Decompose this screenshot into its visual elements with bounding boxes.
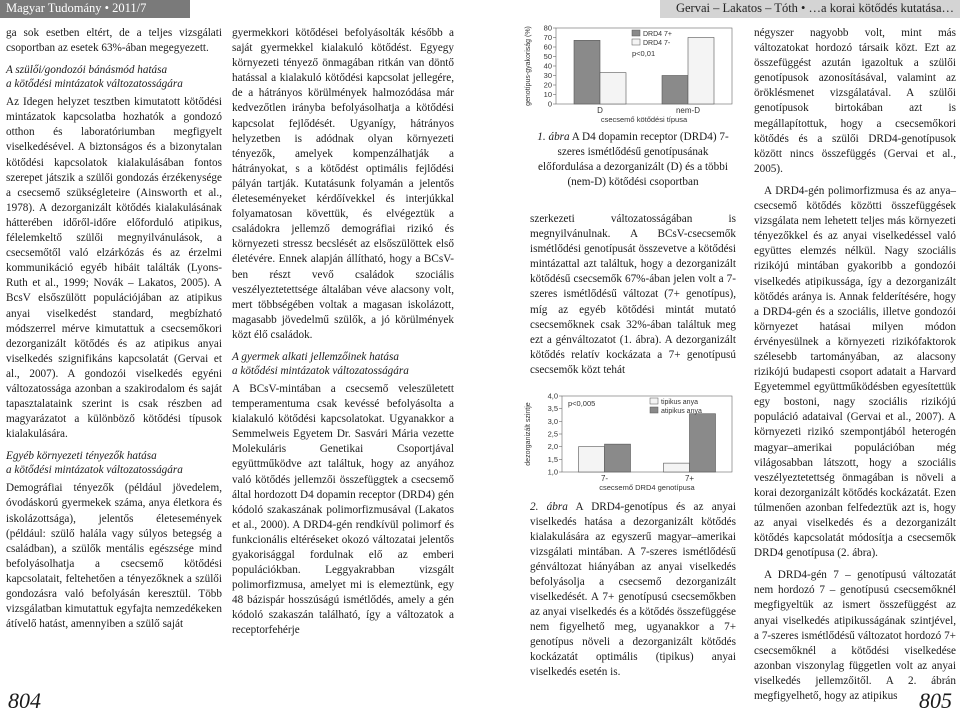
bar-drd4-7--nem-D — [688, 38, 714, 105]
y-tick-label: 1,5 — [547, 454, 558, 464]
bar-drd4-7--D — [600, 73, 626, 104]
y-tick-label: 0 — [547, 99, 552, 109]
section-heading — [6, 63, 222, 91]
paragraph: négyszer nagyobb volt, mint más változatokat hordozó társaik közt. Ezt az összefüggést azután igazoltuk a szülői genotípusok azonosításával, valamint az öröklésmenet vizsgálatával. A szülői genotípusok birtokában azt is megállapítottuk, hogy a csecsemőkori kötődés és a szülői DRD4-genotípusok között nincs összefüggés (Gervai et al., 2005). — [754, 27, 956, 175]
heading-line: a kötődési mintázatok változatosságára — [6, 78, 183, 91]
y-tick-label: 80 — [543, 23, 552, 33]
paragraph: A DRD4-gén 7 – genotípusú változatát nem hordozó 7 – genotípusú csecsemőknél megfigyeltük az ismert összefüggést az anyai viselkedés atipikusságának szintjével, a 7-szeres ismétlődésű változatot hordozó 7+ csecsemőknél a kötődési viselkedése azonban viszonylag független volt az anyai viselkedés jellemzőitől. A 2. ábrán megfigyelhető, hogy az atipikus — [754, 569, 956, 703]
paragraph: gyermekkori kötődései befolyásolták később a saját gyermekkel kialakuló kötődést. Egyegy környezeti tényező önmagában ritkán van döntő hatással a kialakuló kötődési kapcsolat jellegére, de a hátrányos körülmények halmozódása már kedvezőtlen irányba befolyásolhatja a kötődési kapcsolat fejlődését. Ugyanígy, hátrányos helyzetben is adódnak olyan környezeti tényezők, amelyek kompenzálhatják a hátrányokat, s a kötődést optimális fejlődési pályán tartják. Kutatásunk folyamán a jelentős életeseményeket kérdőívekkel és interjúkkal folyamatosan követtük, és elvégeztük a családokra jellemző demográfiai rizikó és környezeti stressz becslését az elsőszülöttek első életévére. Ennek alapján állítható, hogy a BCsV-ben részt vevő családok szociális veszélyeztetettsége általában véve alacsony volt, mert többségében voltak a magasan iskolázott, magasabb jövedelmű szülők, a jó körülmények közt élő családok. — [232, 27, 454, 341]
article-header — [660, 0, 960, 18]
paragraph: ga sok esetben eltért, de a teljes vizsgálati csoportban az esetek 63%-ában megegyezett. — [6, 27, 222, 55]
paragraph: A DRD4-gén polimorfizmusa és az anya–csecsemő kötődés közötti összefüggések vizsgálata nem lehetett teljes más környezeti tényezőkkel és az anyai viselkedéssel való együttes elemzés nélkül. Nagy szociális rizikójú mintában gyakoribb a gondozói viselkedés atipikussága, így a dezorganizált kötődés aránya is. Annak felderítésére, hogy a DRD4-gén és a szociális, illetve gondozói környezet hatásai milyen módon érvényesülnek a környezeti rizikófaktorok szélesebb tartományában, az alacsony rizikójú budapesti csoport adatait a Harvard Egyetemmel együttműködésben egyesítettük egy bostoni, nagy szociális rizikójú populáció adataival (Gervai et al., 2007). A környezeti rizikó szempontjából heterogén magyar–amerikai populációban még világosabban látszott, hogy a szociális veszélyeztetettség önmagában is növeli a korai dezorganizált kötődés kockázatát. Ezen túlmenően azonban felfedeztük azt is, hogy az anyai viselkedés és a dezorganizált kötődés kapcsolatát módosítja a csecsemők DRD4 genotípusa (2. ábra). — [754, 184, 957, 560]
significance-label: p<0,005 — [568, 399, 596, 408]
article-authors-title: Gervai – Lakatos – Tóth • …a korai kötődés kutatása… — [675, 1, 954, 15]
column-1 — [6, 26, 222, 639]
paragraph: Demográfiai tényezők (például jövedelem, óvodáskorú gyermekek száma, anya életkora és iskolázottsága), jelentős életesemények (például: szülő halála vagy súlyos betegség a családban), a szülők mentális egészsége mind befolyásolhatja a csecsemő kötődési kapcsolatait, feltehetően a tényezőknek a szülői gondozásra való befolyásán keresztül. Több vizsgálatban kimutattuk egyfajta nemzedékeken átívelő hatást, amennyiben a szülő saját — [6, 482, 222, 631]
page-number-left: 804 — [8, 688, 41, 713]
y-tick-label: 40 — [543, 61, 552, 71]
y-axis-label: genotípus-gyakoriság (%) — [525, 26, 532, 106]
heading-line: A gyermek alkati jellemzőinek hatása — [232, 350, 399, 363]
figure-2-chart — [520, 392, 742, 496]
caption-text: A D4 dopamin receptor (DRD4) 7-szeres ismétlődésű genotípusának előfordulása a dezorganizált (D) és a többi (nem-D) kötődési csoportban — [538, 131, 729, 188]
column-2 — [232, 26, 454, 646]
y-tick-label: 1,0 — [547, 467, 558, 477]
y-tick-label: 70 — [543, 33, 552, 42]
paragraph: Az Idegen helyzet tesztben kimutatott kötődési mintázatok kapcsolatba hozhatók a gondozó otthon és laboratóriumban megfigyelt viselkedésével. A biztonságos és a bizonytalan kötődési kapcsolatok kialakulásában fontos szerepet játszik a szülői gondozás érzékenysége a csecsemő szükségleteire (Ainsworth et al., 1978). A dezorganizált kötődés kialakulásának hátterében időről-időre előforduló atipikus, félelemkeltő szülői megnyilvánulások, a csecsemőtől való elzárkózás és az érzelmi kommunikáció egyéb hibáit találták (Lyons-Ruth et al., 1999; Novák – Lakatos, 2005). A BcsV elsőszülött populációjában az atipikus anyai viselkedést standard, megbízható módszerrel mérve kimutattuk a csecsemőkori dezorganizált kötődés és az atipikus anyai viselkedés szignifikáns kapcsolatát (Gervai et al., 2007). A gondozói viselkedés egyéni változatossága azonban a szakirodalom és saját tapasztalataink szerint is csak részben ad magyarázatot a különböző kötődési típusok kialakulására. — [6, 96, 222, 441]
journal-header — [0, 0, 190, 18]
paragraph: A BCsV-mintában a csecsemő veleszületett temperamentuma csak kevéssé befolyásolta a kialakuló kötődési kapcsolatokat. Ugyanakkor a Semmelweis Egyetem Dr. Sasvári Mária vezette Molekuláris Genetikai Csoportjával együttműködve azt találtuk, hogy az anyához való kötődés jellemzői összefüggtek a csecsemő által hordozott D4 dopamin receptor (DRD4) gén kódoló szakaszának polimorfizmusával (Lakatos et al., 2000). A DRD4-gén rendkívül polimorf és funkcionális eltéréseket okozó változatai jelentős gyakorisággal fordulnak elő az emberi populációkban. Leggyakrabban vizsgált polimorfizmusa, amelyet mi is elemeztünk, egy 48 bázispár hosszúságú ismétlődés, amely a gén kódoló szakaszán található, így a változatok a receptorfehérje — [232, 382, 454, 637]
x-category-label: 7- — [600, 474, 609, 483]
figure-2-caption — [530, 500, 736, 680]
legend-label: atipikus anya — [661, 408, 702, 415]
x-category-label: D — [597, 106, 603, 115]
heading-line: Egyéb környezeti tényezők hatása — [6, 450, 157, 463]
x-axis-label: csecsemő kötődési típusa — [600, 115, 688, 124]
running-header — [0, 0, 960, 18]
heading-line: a kötődési mintázatok változatosságára — [232, 364, 409, 377]
legend-label: DRD4 7- — [643, 40, 671, 47]
heading-line: a kötődési mintázatok változatosságára — [6, 464, 183, 477]
column-4 — [754, 26, 956, 711]
significance-label: p<0,01 — [632, 49, 656, 58]
legend-label: tipikus anya — [661, 399, 698, 406]
section-heading — [232, 350, 454, 378]
figure-1 — [520, 22, 742, 128]
bar-tipikus-anya-7- — [579, 447, 605, 472]
bar-tipikus-anya-7+ — [664, 463, 690, 472]
legend-swatch — [650, 407, 658, 413]
y-axis-label: dezorganizált szintje — [525, 402, 532, 466]
journal-title: Magyar Tudomány • 2011/7 — [6, 1, 147, 15]
section-heading — [6, 449, 222, 477]
bar-atipikus-anya-7- — [605, 444, 631, 472]
bar-drd4-7+-nem-D — [662, 76, 688, 105]
y-tick-label: 60 — [543, 42, 552, 52]
figure-1-caption — [530, 130, 736, 190]
caption-label: 1. ábra — [537, 131, 570, 143]
figure-1-chart — [520, 22, 742, 128]
y-tick-label: 10 — [543, 90, 552, 99]
y-tick-label: 2,5 — [547, 429, 558, 439]
x-axis-label: csecsemő DRD4 genotípusa — [599, 483, 695, 492]
legend-swatch — [632, 39, 640, 45]
y-tick-label: 2,0 — [547, 442, 558, 452]
y-tick-label: 50 — [543, 52, 552, 61]
legend-swatch — [632, 30, 640, 36]
y-tick-label: 3,0 — [547, 416, 558, 426]
x-category-label: 7+ — [684, 474, 695, 483]
y-tick-label: 30 — [543, 71, 552, 80]
figure-2 — [520, 392, 742, 496]
x-category-label: nem-D — [675, 106, 701, 115]
heading-line: A szülői/gondozói bánásmód hatása — [6, 64, 168, 77]
page-number-right: 805 — [919, 688, 952, 713]
paragraph: szerkezeti változatosságában is megnyilvánulnak. A BCsV-csecsemők ismétlődési genotípusát összevetve a kötődési mintázattal azt találtuk, hogy a dezorganizált kötődésű csecsemők 67%-ában jelen volt a 7-szeres ismétlődésű változat (7+ genotípus), míg az egyéb kötődési mintát mutató csecsemőknek csak 32%-ában találtuk meg ezt a génváltozatot (1. ábra). A dezorganizált kötődés relatív kockázata a 7+ genotípusú csecsemők közt tehát — [530, 213, 736, 376]
bar-drd4-7+-D — [574, 40, 600, 104]
y-tick-label: 3,5 — [547, 404, 558, 414]
caption-text: A DRD4-genotípus és az anyai viselkedés hatása a dezorganizált kötődés kialakulására az egyszerű magyar–amerikai vizsgálati mintában. A 7-szeres ismétlődésű génváltozat hiányában az anyai viselkedés befolyásolja a csecsemő dezorganizált viselkedését. A 7+ genotípusú csecsemőkben az anyai viselkedés és a kötődés összefüggése nem figyelhető meg, ugyanakkor a 7+ genotípus növeli a dezorganizált kötődés kockázatát optimális (tipikus) anyai viselkedés esetén is. — [530, 501, 736, 678]
y-tick-label: 4,0 — [547, 392, 558, 401]
y-tick-label: 20 — [543, 80, 552, 90]
bar-atipikus-anya-7+ — [690, 414, 716, 472]
legend-label: DRD4 7+ — [643, 31, 672, 38]
caption-label: 2. ábra — [530, 501, 568, 513]
legend-swatch — [650, 398, 658, 404]
column-3 — [530, 212, 736, 385]
